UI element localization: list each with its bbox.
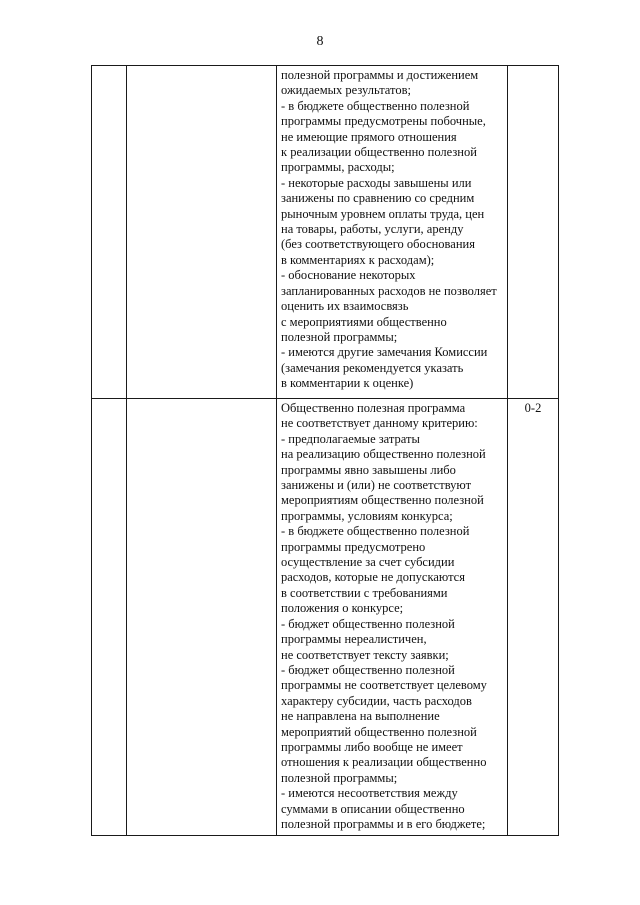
description-line: на реализацию общественно полезной: [281, 447, 486, 462]
description-line: - бюджет общественно полезной: [281, 616, 455, 631]
table-cell-score: [508, 66, 559, 399]
description-line: программы явно завышены либо: [281, 462, 456, 477]
table-cell-score: [508, 399, 559, 836]
description-line: не соответствует данному критерию:: [281, 416, 478, 431]
description-line: отношения к реализации общественно: [281, 755, 487, 770]
description-line: суммами в описании общественно: [281, 801, 465, 816]
description-line: программы не соответствует целевому: [281, 678, 487, 693]
score-value: 0-2: [524, 401, 542, 415]
description-line: ожидаемых результатов;: [281, 83, 411, 98]
description-line: - в бюджете общественно полезной: [281, 524, 470, 539]
description-line: рыночным уровнем оплаты труда, цен: [281, 206, 485, 221]
table-cell-description: [277, 66, 508, 399]
description-line: Общественно полезная программа: [281, 401, 466, 415]
description-line: осуществление за счет субсидии: [281, 555, 455, 570]
description-text: [277, 399, 507, 835]
description-line: - некоторые расходы завышены или: [281, 175, 472, 190]
description-line: полезной программы и достижением: [281, 68, 479, 82]
description-line: (без соответствующего обоснования: [281, 237, 475, 252]
description-line: полезной программы;: [281, 329, 398, 344]
description-text: [277, 66, 507, 395]
table-cell-criterion: [127, 399, 277, 836]
description-line: не направлена на выполнение: [281, 709, 440, 724]
table-cell-number: [92, 399, 127, 836]
description-line: занижены по сравнению со средним: [281, 191, 475, 206]
description-line: программы предусмотрено: [281, 539, 426, 554]
description-line: - обоснование некоторых: [281, 268, 416, 283]
description-line: расходов, которые не допускаются: [281, 570, 465, 585]
description-line: в комментарии к оценке): [281, 376, 414, 391]
description-line: полезной программы и в его бюджете;: [281, 816, 486, 831]
table-cell-criterion: [127, 66, 277, 399]
description-line: - в бюджете общественно полезной: [281, 98, 470, 113]
description-line: - предполагаемые затраты: [281, 431, 420, 446]
table-cell-description: [277, 399, 508, 836]
description-line: в соответствии с требованиями: [281, 585, 448, 600]
description-line: характеру субсидии, часть расходов: [281, 693, 472, 708]
description-line: программы, расходы;: [281, 160, 395, 175]
description-line: запланированных расходов не позволяет: [281, 283, 497, 298]
description-line: программы предусмотрены побочные,: [281, 114, 486, 129]
description-line: положения о конкурсе;: [281, 601, 404, 616]
description-line: - имеются другие замечания Комиссии: [281, 345, 488, 360]
description-line: мероприятий общественно полезной: [281, 724, 477, 739]
description-line: программы либо вообще не имеет: [281, 739, 463, 754]
description-line: - имеются несоответствия между: [281, 786, 458, 801]
page-number: 8: [316, 34, 324, 49]
description-line: программы, условиям конкурса;: [281, 508, 453, 523]
description-line: (замечания рекомендуется указать: [281, 360, 464, 375]
description-line: программы нереалистичен,: [281, 632, 427, 647]
description-line: в комментариях к расходам);: [281, 252, 435, 267]
description-line: к реализации общественно полезной: [281, 145, 477, 160]
description-line: мероприятиям общественно полезной: [281, 493, 484, 508]
score-value: [508, 66, 558, 68]
table-row: [92, 66, 559, 399]
description-line: с мероприятиями общественно: [281, 314, 447, 329]
table-cell-number: [92, 66, 127, 399]
description-line: не имеющие прямого отношения: [281, 129, 457, 144]
table-row: [92, 399, 559, 836]
description-line: занижены и (или) не соответствуют: [281, 478, 472, 493]
description-line: не соответствует тексту заявки;: [281, 647, 449, 662]
description-line: полезной программы;: [281, 770, 398, 785]
criteria-table: [91, 65, 559, 836]
description-line: на товары, работы, услуги, аренду: [281, 222, 464, 237]
description-line: - бюджет общественно полезной: [281, 662, 455, 677]
description-line: оценить их взаимосвязь: [281, 299, 409, 314]
